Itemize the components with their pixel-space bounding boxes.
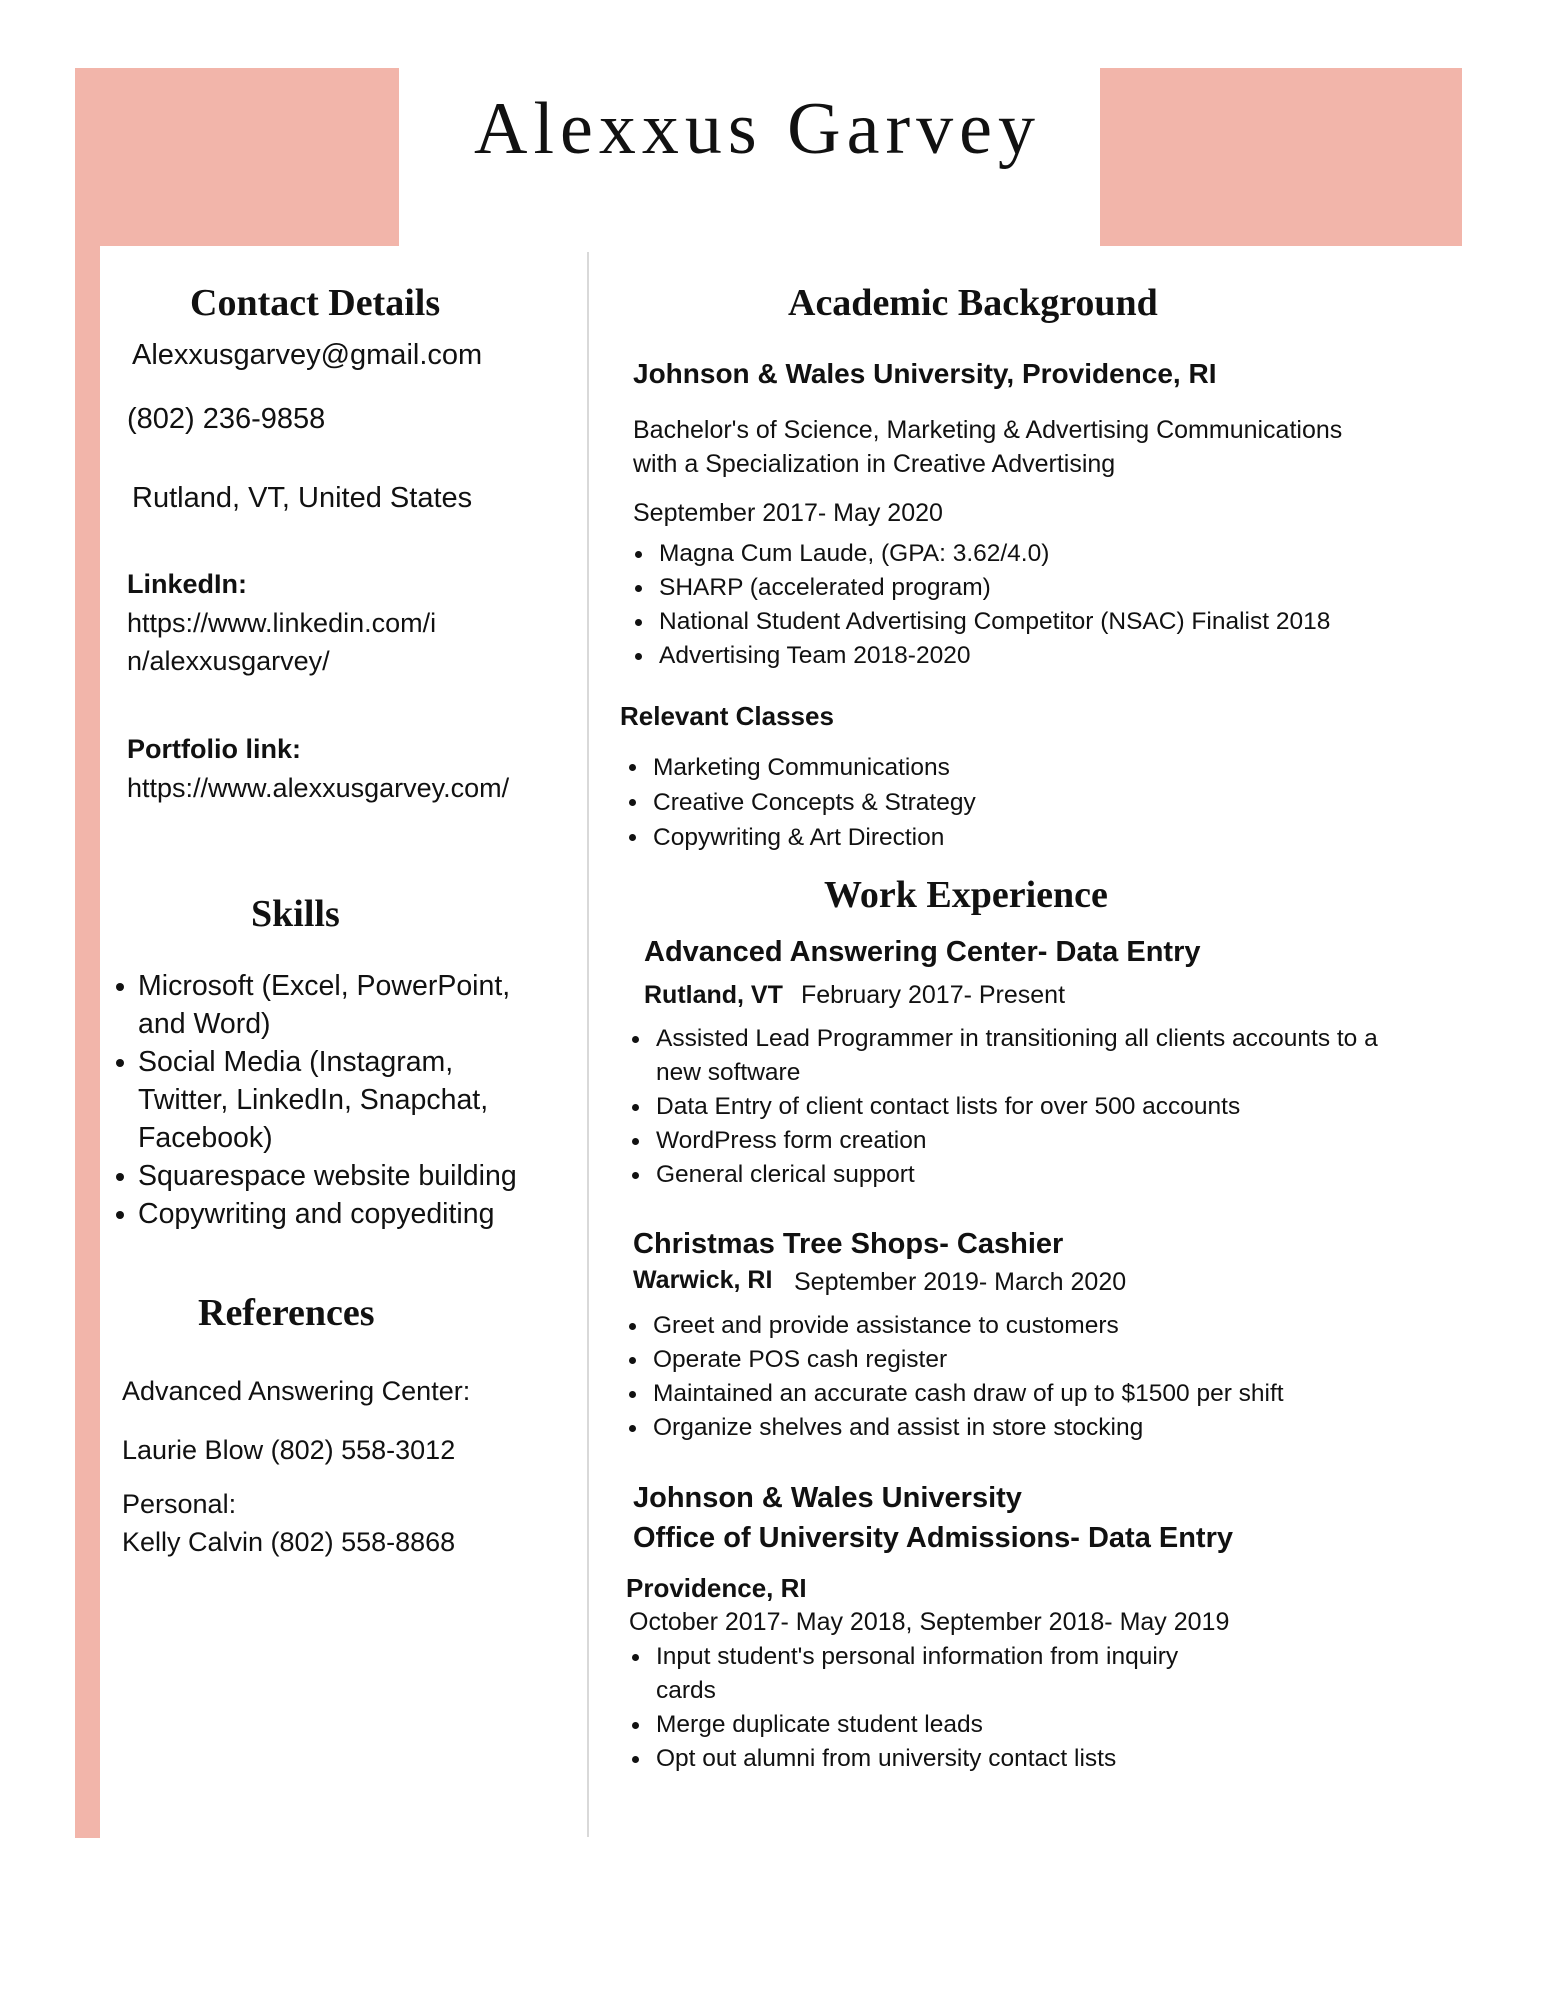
- class-item: Copywriting & Art Direction: [623, 820, 976, 855]
- skill-item-line: Microsoft (Excel, PowerPoint,: [138, 970, 511, 1002]
- job-1-title: Advanced Answering Center- Data Entry: [644, 936, 1201, 968]
- linkedin-url-line2: n/alexxusgarvey/: [127, 646, 330, 676]
- duty-item-line: cards: [656, 1677, 716, 1704]
- duty-item-line: Assisted Lead Programmer in transitioning all clients accounts to a: [656, 1025, 1378, 1052]
- job-1-location: Rutland, VT: [644, 981, 783, 1009]
- job-3-duties: [626, 1640, 1178, 1776]
- column-divider: [587, 252, 589, 1837]
- duty-item: Organize shelves and assist in store stocking: [623, 1411, 1284, 1445]
- duty-item: [626, 1640, 1178, 1708]
- reference-1-org: Advanced Answering Center:: [122, 1376, 471, 1406]
- skill-item-line: and Word): [138, 1008, 271, 1040]
- contact-location: Rutland, VT, United States: [132, 482, 473, 514]
- honor-item: Magna Cum Laude, (GPA: 3.62/4.0): [629, 537, 1330, 571]
- degree-line-2: with a Specialization in Creative Advertising: [633, 450, 1116, 478]
- classes-heading: Relevant Classes: [620, 701, 834, 731]
- job-3-title-line-1: Johnson & Wales University: [633, 1482, 1022, 1514]
- skill-item: [108, 1043, 517, 1157]
- skill-item: [108, 1157, 517, 1195]
- skill-item-line: Twitter, LinkedIn, Snapchat,: [138, 1084, 489, 1116]
- job-3-location: Providence, RI: [626, 1573, 807, 1603]
- contact-email: Alexxusgarvey@gmail.com: [132, 339, 483, 371]
- academic-heading: Academic Background: [788, 282, 1158, 324]
- duty-item-line: Data Entry of client contact lists for over 500 accounts: [656, 1093, 1241, 1120]
- left-accent-bar: [75, 68, 100, 1838]
- skills-list: [108, 967, 517, 1233]
- job-3-dates: October 2017- May 2018, September 2018- May 2019: [629, 1608, 1230, 1636]
- duty-item-line: Merge duplicate student leads: [656, 1711, 983, 1738]
- job-3-title-line-2: Office of University Admissions- Data Entry: [633, 1522, 1234, 1554]
- school-name: Johnson & Wales University, Providence, RI: [633, 358, 1217, 389]
- references-heading: References: [198, 1292, 375, 1334]
- job-2-location: Warwick, RI: [633, 1266, 773, 1294]
- linkedin-label: LinkedIn:: [127, 569, 247, 599]
- classes-list: [623, 750, 976, 855]
- duty-item-line: new software: [656, 1059, 801, 1086]
- resume-name: Alexxus Garvey: [474, 88, 1041, 170]
- duty-item: Maintained an accurate cash draw of up to $1500 per shift: [623, 1377, 1284, 1411]
- class-item: Marketing Communications: [623, 750, 976, 785]
- honor-item: National Student Advertising Competitor (NSAC) Finalist 2018: [629, 605, 1330, 639]
- class-item: Creative Concepts & Strategy: [623, 785, 976, 820]
- honor-item: Advertising Team 2018-2020: [629, 639, 1330, 673]
- honor-item: SHARP (accelerated program): [629, 571, 1330, 605]
- contact-phone: (802) 236-9858: [127, 403, 326, 435]
- skill-item: [108, 1195, 517, 1233]
- duty-item: [626, 1742, 1178, 1776]
- reference-1-contact: Laurie Blow (802) 558-3012: [122, 1435, 456, 1465]
- skill-item-line: Facebook): [138, 1122, 273, 1154]
- skills-heading: Skills: [251, 893, 340, 935]
- portfolio-label: Portfolio link:: [127, 734, 301, 764]
- duty-item: [626, 1708, 1178, 1742]
- honors-list: [629, 537, 1330, 673]
- duty-item: Greet and provide assistance to customers: [623, 1309, 1284, 1343]
- work-heading: Work Experience: [824, 874, 1108, 916]
- skill-item: [108, 967, 517, 1043]
- job-2-duties: [623, 1309, 1284, 1445]
- job-1-dates: February 2017- Present: [801, 981, 1066, 1009]
- duty-item-line: General clerical support: [656, 1161, 915, 1188]
- duty-item: Operate POS cash register: [623, 1343, 1284, 1377]
- skill-item-line: Squarespace website building: [138, 1160, 517, 1192]
- reference-2-label: Personal:: [122, 1489, 237, 1519]
- duty-item: [626, 1022, 1378, 1090]
- reference-2-contact: Kelly Calvin (802) 558-8868: [122, 1527, 456, 1557]
- job-2-title: Christmas Tree Shops- Cashier: [633, 1228, 1064, 1260]
- skill-item-line: Social Media (Instagram,: [138, 1046, 454, 1078]
- job-1-duties: [626, 1022, 1378, 1192]
- duty-item-line: Input student's personal information from inquiry: [656, 1643, 1179, 1670]
- academic-dates: September 2017- May 2020: [633, 499, 943, 527]
- portfolio-url: https://www.alexxusgarvey.com/: [127, 773, 510, 803]
- duty-item-line: WordPress form creation: [656, 1127, 927, 1154]
- contact-heading: Contact Details: [190, 282, 441, 324]
- duty-item: [626, 1124, 1378, 1158]
- linkedin-url-line1: https://www.linkedin.com/i: [127, 608, 437, 638]
- job-2-dates: September 2019- March 2020: [794, 1268, 1127, 1296]
- duty-item: [626, 1158, 1378, 1192]
- skill-item-line: Copywriting and copyediting: [138, 1198, 495, 1230]
- duty-item-line: Opt out alumni from university contact lists: [656, 1745, 1117, 1772]
- degree-line-1: Bachelor's of Science, Marketing & Advertising Communications: [633, 416, 1343, 444]
- duty-item: [626, 1090, 1378, 1124]
